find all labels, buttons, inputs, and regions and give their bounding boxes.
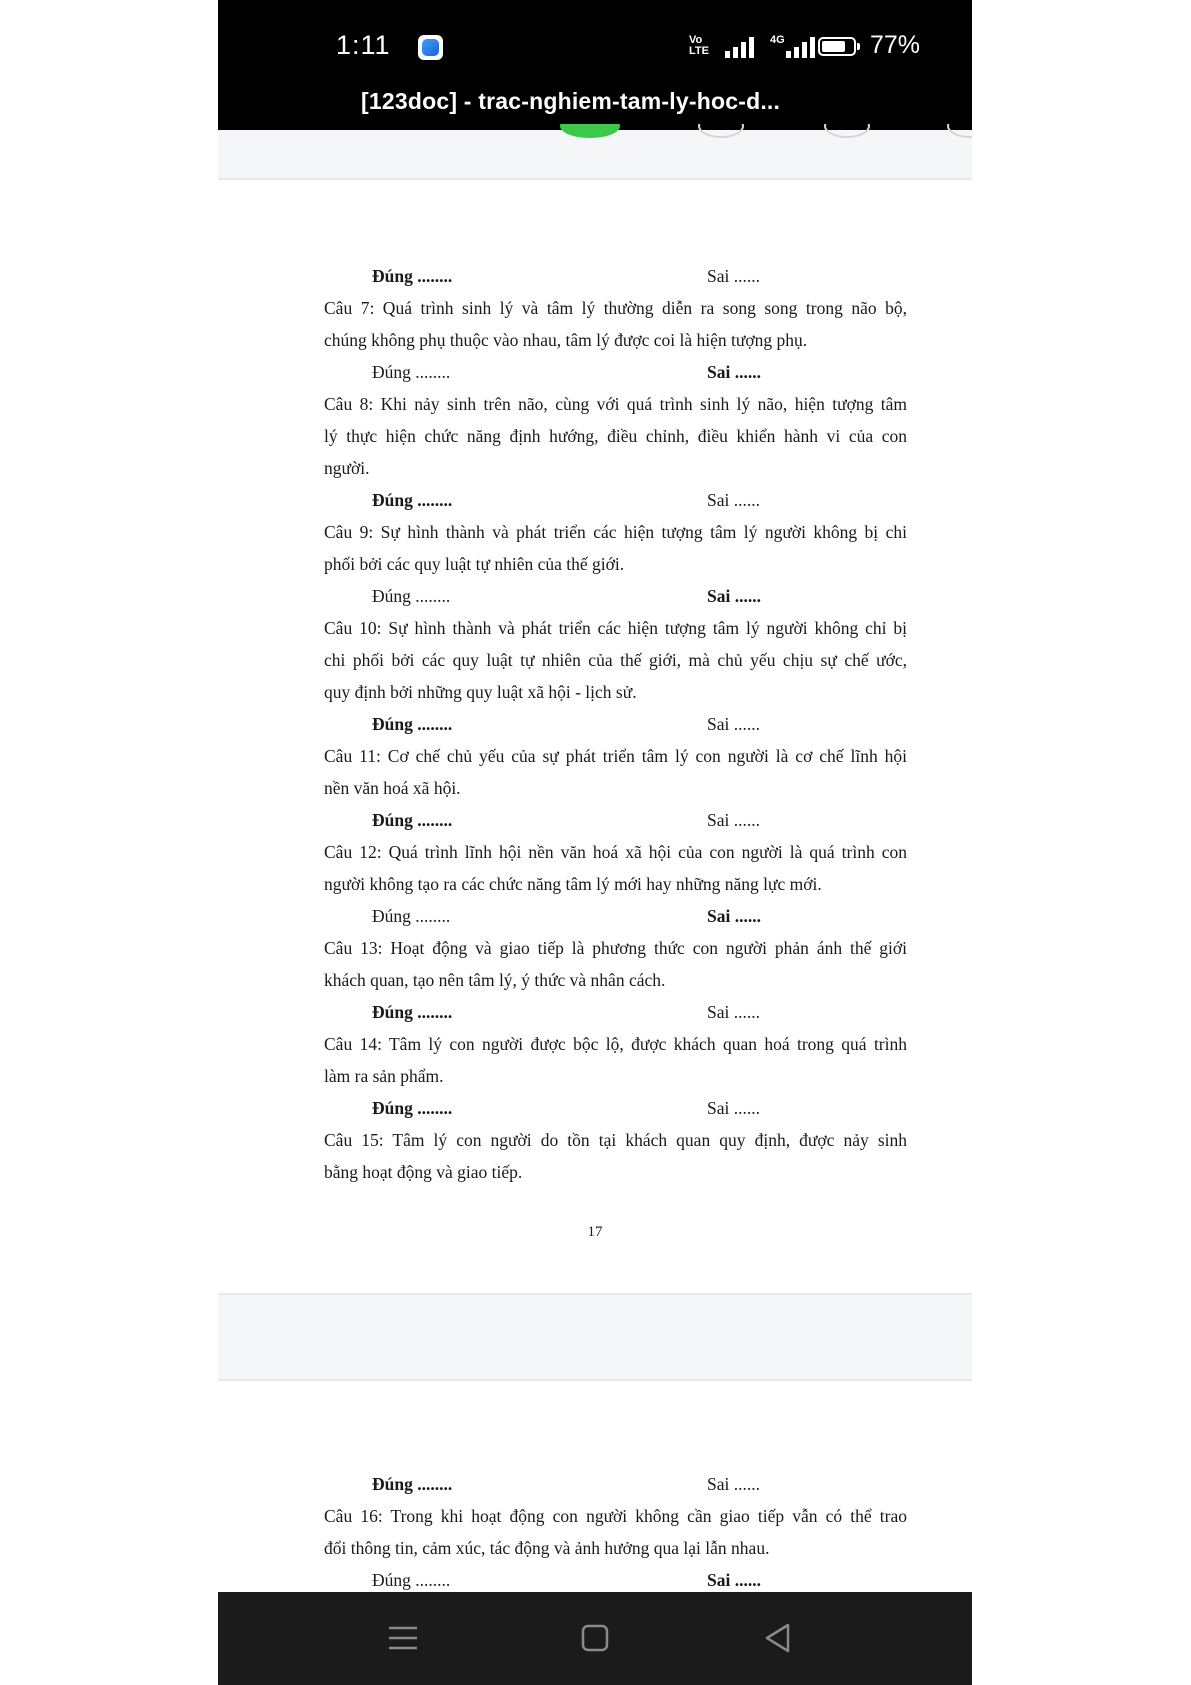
- dung-dots: ........: [417, 810, 453, 830]
- sai-dots: ......: [733, 1098, 760, 1118]
- menu-icon[interactable]: [383, 1618, 423, 1658]
- question-line: Câu 16: Trong khi hoạt động con người không cần giao tiếp vẫn có thể trao: [324, 1506, 907, 1526]
- navigation-bar: [218, 1592, 972, 1685]
- answer-dung: [372, 586, 450, 607]
- dung-dots: ........: [417, 1098, 453, 1118]
- question-line: Câu 15: Tâm lý con người do tồn tại khách quan quy định, được nảy sinh: [324, 1130, 907, 1150]
- sai-label: Sai: [707, 1570, 731, 1590]
- signal-icon: [725, 36, 757, 58]
- dung-label: Đúng: [372, 1098, 413, 1118]
- answer-sai: [707, 362, 761, 383]
- answer-dung: [372, 1570, 450, 1591]
- answer-sai: [707, 1570, 761, 1591]
- question-line: Câu 14: Tâm lý con người được bộc lộ, được khách quan hoá trong quá trình: [324, 1034, 907, 1054]
- dung-dots: ........: [415, 1570, 451, 1590]
- answer-dung: [372, 266, 452, 287]
- dung-dots: ........: [417, 714, 453, 734]
- question-line: Câu 11: Cơ chế chủ yếu của sự phát triển tâm lý con người là cơ chế lĩnh hội: [324, 746, 907, 766]
- sai-dots: ......: [733, 1474, 760, 1494]
- dung-dots: ........: [417, 1002, 453, 1022]
- active-tool-button[interactable]: [560, 124, 620, 138]
- tool-button[interactable]: [825, 124, 869, 137]
- dung-label: Đúng: [372, 1570, 411, 1590]
- sai-label: Sai: [707, 362, 731, 382]
- dung-label: Đúng: [372, 1474, 413, 1494]
- sai-dots: ......: [733, 490, 760, 510]
- question-line: người không tạo ra các chức năng tâm lý mới hay những năng lực mới.: [324, 874, 822, 894]
- dung-label: Đúng: [372, 714, 413, 734]
- sai-label: Sai: [707, 810, 730, 830]
- tool-button[interactable]: [948, 124, 972, 137]
- dung-label: Đúng: [372, 586, 411, 606]
- sai-label: Sai: [707, 714, 730, 734]
- question-line: chúng không phụ thuộc vào nhau, tâm lý được coi là hiện tượng phụ.: [324, 330, 808, 350]
- answer-dung: [372, 490, 452, 511]
- question-line: làm ra sản phẩm.: [324, 1066, 444, 1086]
- sai-dots: ......: [733, 714, 760, 734]
- answer-dung: [372, 362, 450, 383]
- sai-dots: ......: [733, 1002, 760, 1022]
- question-line: người.: [324, 458, 370, 478]
- question-line: khách quan, tạo nên tâm lý, ý thức và nhân cách.: [324, 970, 666, 990]
- answer-sai: [707, 490, 760, 511]
- signal-4g-icon: [786, 36, 818, 58]
- toolbar-buttons: [218, 124, 972, 144]
- question-line: Câu 7: Quá trình sinh lý và tâm lý thường diễn ra song song trong não bộ,: [324, 298, 907, 318]
- answer-dung: [372, 810, 452, 831]
- dung-label: Đúng: [372, 810, 413, 830]
- answer-sai: [707, 714, 760, 735]
- question-line: Câu 13: Hoạt động và giao tiếp là phương thức con người phản ánh thế giới: [324, 938, 907, 958]
- question-line: bằng hoạt động và giao tiếp.: [324, 1162, 523, 1182]
- question-line: chi phối bởi các quy luật tự nhiên của thế giới, mà chủ yếu chịu sự chế ước,: [324, 650, 907, 670]
- dung-label: Đúng: [372, 362, 411, 382]
- question-line: Câu 10: Sự hình thành và phát triển các hiện tượng tâm lý người không chỉ bị: [324, 618, 907, 638]
- document-title[interactable]: [123doc] - trac-nghiem-tam-ly-hoc-d...: [361, 88, 781, 114]
- answer-sai: [707, 906, 761, 927]
- battery-percent: 77%: [870, 31, 921, 59]
- sai-dots: ......: [734, 1570, 761, 1590]
- page-top-toolbar: [218, 130, 972, 180]
- question-line: Câu 9: Sự hình thành và phát triển các hiện tượng tâm lý người không bị chi: [324, 522, 907, 542]
- answer-dung: [372, 1002, 452, 1023]
- answer-sai: [707, 1098, 760, 1119]
- question-line: đổi thông tin, cảm xúc, tác động và ảnh hưởng qua lại lẫn nhau.: [324, 1538, 770, 1558]
- dung-dots: ........: [415, 586, 451, 606]
- sai-label: Sai: [707, 1002, 730, 1022]
- answer-sai: [707, 1002, 760, 1023]
- sai-dots: ......: [733, 266, 760, 286]
- sai-label: Sai: [707, 586, 731, 606]
- sai-label: Sai: [707, 490, 730, 510]
- sai-dots: ......: [734, 586, 761, 606]
- dung-dots: ........: [417, 266, 453, 286]
- question-line: nền văn hoá xã hội.: [324, 778, 461, 798]
- dung-label: Đúng: [372, 1002, 413, 1022]
- sai-label: Sai: [707, 906, 731, 926]
- dung-label: Đúng: [372, 490, 413, 510]
- back-icon[interactable]: [758, 1618, 798, 1658]
- sai-label: Sai: [707, 266, 730, 286]
- dung-label: Đúng: [372, 266, 413, 286]
- answer-dung: [372, 906, 450, 927]
- dung-dots: ........: [415, 906, 451, 926]
- app-notification-icon: [418, 35, 443, 60]
- question-line: quy định bởi những quy luật xã hội - lịch sử.: [324, 682, 637, 702]
- sai-dots: ......: [734, 362, 761, 382]
- dung-label: Đúng: [372, 906, 411, 926]
- sai-dots: ......: [733, 810, 760, 830]
- answer-sai: [707, 1474, 760, 1495]
- page-gap: [218, 1293, 972, 1381]
- dung-dots: ........: [417, 1474, 453, 1494]
- sai-dots: ......: [734, 906, 761, 926]
- page-number: 17: [587, 1224, 603, 1240]
- question-line: lý thực hiện chức năng định hướng, điều chỉnh, điều khiển hành vi của con: [324, 426, 907, 446]
- home-icon[interactable]: [575, 1618, 615, 1658]
- answer-sai: [707, 810, 760, 831]
- answer-dung: [372, 714, 452, 735]
- status-bar: [218, 0, 972, 130]
- answer-dung: [372, 1098, 452, 1119]
- question-line: Câu 8: Khi nảy sinh trên não, cùng với quá trình sinh lý não, hiện tượng tâm: [324, 394, 907, 414]
- answer-sai: [707, 266, 760, 287]
- question-line: Câu 12: Quá trình lĩnh hội nền văn hoá xã hội của con người là quá trình con: [324, 842, 907, 862]
- network-type-icon: 4G: [770, 34, 785, 46]
- dung-dots: ........: [417, 490, 453, 510]
- sai-label: Sai: [707, 1474, 730, 1494]
- dung-dots: ........: [415, 362, 451, 382]
- clock: 1:11: [336, 30, 391, 60]
- volte-icon: Vo LTE: [689, 34, 709, 57]
- tool-button[interactable]: [699, 124, 743, 137]
- battery-icon: [818, 37, 856, 56]
- answer-dung: [372, 1474, 452, 1495]
- answer-sai: [707, 586, 761, 607]
- question-line: phối bởi các quy luật tự nhiên của thế giới.: [324, 554, 625, 574]
- phone-screen: [218, 0, 972, 1685]
- sai-label: Sai: [707, 1098, 730, 1118]
